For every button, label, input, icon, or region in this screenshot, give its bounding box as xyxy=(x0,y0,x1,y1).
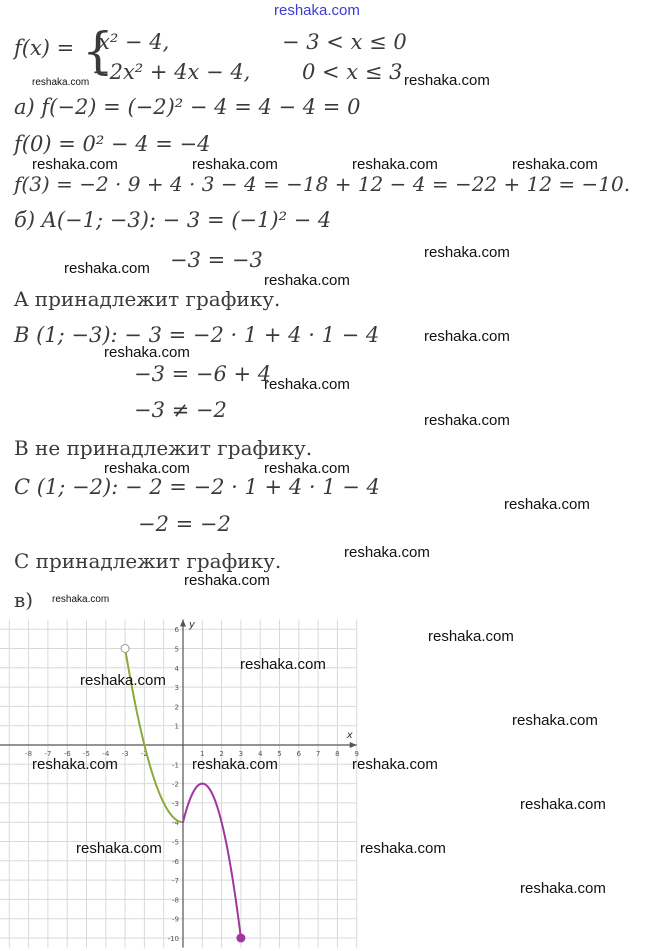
data-point xyxy=(221,821,223,823)
watermark: reshaka.com xyxy=(52,594,110,605)
watermark: reshaka.com xyxy=(264,460,350,477)
part-a-line1: а) f(−2) = (−2)² − 4 = 4 − 4 = 0 xyxy=(14,95,361,119)
watermark: reshaka.com xyxy=(404,72,490,89)
x-tick-label: 8 xyxy=(335,750,340,758)
y-tick-label: -4 xyxy=(172,819,179,828)
part-b-c-line2: −2 = −2 xyxy=(138,512,231,536)
part-b-a-line1: б) A(−1; −3): − 3 = (−1)² − 4 xyxy=(14,208,332,232)
part-b-c-conclusion: C принадлежит графику. xyxy=(14,549,282,573)
x-tick-label: -7 xyxy=(44,750,52,758)
watermark: reshaka.com xyxy=(240,656,326,673)
x-tick-label: 5 xyxy=(277,750,282,758)
part-b-b-line1: B (1; −3): − 3 = −2 · 1 + 4 · 1 − 4 xyxy=(14,323,380,347)
watermark: reshaka.com xyxy=(264,376,350,393)
y-tick-label: -1 xyxy=(172,761,179,770)
data-point xyxy=(201,783,203,785)
y-axis-arrow xyxy=(180,620,186,627)
y-tick-label: -9 xyxy=(172,915,179,924)
data-point xyxy=(134,701,136,703)
y-axis-label: y xyxy=(189,619,195,631)
function-lhs: f(x) = xyxy=(14,36,75,60)
y-tick-label: 1 xyxy=(174,722,179,731)
y-tick-label: -7 xyxy=(172,877,179,886)
x-tick-label: -3 xyxy=(121,750,129,758)
watermark: reshaka.com xyxy=(104,460,190,477)
watermark: reshaka.com xyxy=(76,840,162,857)
x-tick-label: 7 xyxy=(315,750,321,758)
watermark: reshaka.com xyxy=(520,880,606,897)
watermark: reshaka.com xyxy=(32,77,90,88)
y-tick-label: -10 xyxy=(167,935,179,943)
data-point xyxy=(211,792,213,794)
watermark: reshaka.com xyxy=(264,272,350,289)
watermark: reshaka.com xyxy=(424,244,510,261)
watermark: reshaka.com xyxy=(352,156,438,173)
watermark: reshaka.com xyxy=(192,156,278,173)
x-tick-label: 2 xyxy=(219,750,224,758)
watermark: reshaka.com xyxy=(504,496,590,513)
data-point xyxy=(163,802,165,804)
x-tick-label: -6 xyxy=(63,750,71,758)
watermark: reshaka.com xyxy=(32,156,118,173)
part-b-b-conclusion: B не принадлежит графику. xyxy=(14,436,313,460)
data-point xyxy=(153,778,155,780)
brace-symbol: { xyxy=(82,22,114,80)
x-tick-label: -8 xyxy=(25,750,33,758)
y-tick-label: 2 xyxy=(174,703,179,712)
watermark: reshaka.com xyxy=(80,672,166,689)
x-axis-label: x xyxy=(346,730,353,741)
y-tick-label: 4 xyxy=(174,664,179,673)
watermark: reshaka.com xyxy=(104,344,190,361)
data-point xyxy=(230,869,232,871)
data-point xyxy=(143,744,145,746)
watermark: reshaka.com xyxy=(64,260,150,277)
y-tick-label: 3 xyxy=(174,684,179,693)
part-b-a-line2: −3 = −3 xyxy=(170,248,263,272)
x-tick-label: -4 xyxy=(102,750,110,758)
watermark: reshaka.com xyxy=(32,756,118,773)
watermark: reshaka.com xyxy=(520,796,606,813)
x-tick-label: -5 xyxy=(83,750,90,758)
watermark: reshaka.com xyxy=(360,840,446,857)
x-tick-label: 1 xyxy=(200,750,205,758)
part-b-c-line1: C (1; −2): − 2 = −2 · 1 + 4 · 1 − 4 xyxy=(14,475,380,499)
part-a-line2: f(0) = 0² − 4 = −4 xyxy=(14,132,211,156)
open-endpoint xyxy=(121,645,129,653)
x-tick-label: 4 xyxy=(257,750,263,758)
watermark: reshaka.com xyxy=(192,756,278,773)
case1-expression: x² − 4, xyxy=(98,30,170,54)
closed-endpoint xyxy=(236,934,245,943)
watermark: reshaka.com xyxy=(352,756,438,773)
x-tick-label: 9 xyxy=(354,750,359,758)
data-point xyxy=(172,816,174,818)
watermark: reshaka.com xyxy=(512,156,598,173)
x-axis-arrow xyxy=(350,742,357,748)
watermark: reshaka.com xyxy=(424,328,510,345)
part-a-line3: f(3) = −2 · 9 + 4 · 3 − 4 = −18 + 12 − 4 = −22 + 12 = −10. xyxy=(14,172,631,196)
watermark: reshaka.com xyxy=(344,544,430,561)
x-tick-label: -2 xyxy=(140,750,148,758)
data-point xyxy=(192,792,194,794)
part-b-b-line2: −3 = −6 + 4 xyxy=(134,362,272,386)
y-tick-label: -2 xyxy=(172,780,179,789)
watermark: reshaka.com xyxy=(512,712,598,729)
data-point xyxy=(182,821,184,823)
watermark: reshaka.com xyxy=(428,628,514,645)
case2-expression: −2x² + 4x − 4, xyxy=(92,60,251,84)
y-tick-label: -6 xyxy=(172,857,179,866)
part-c-label: в) xyxy=(14,588,34,612)
x-tick-label: 3 xyxy=(238,750,244,758)
part-b-a-conclusion: A принадлежит графику. xyxy=(14,287,281,311)
watermark: reshaka.com xyxy=(184,572,270,589)
y-tick-label: -3 xyxy=(172,799,179,808)
case1-condition: − 3 < x ≤ 0 xyxy=(282,30,407,54)
watermark: reshaka.com xyxy=(424,412,510,429)
y-tick-label: 6 xyxy=(174,626,179,635)
part-b-b-line3: −3 ≠ −2 xyxy=(134,398,227,422)
case2-condition: 0 < x ≤ 3 xyxy=(302,60,403,84)
y-tick-label: -8 xyxy=(172,896,179,905)
site-link[interactable]: reshaka.com xyxy=(274,2,360,19)
y-tick-label: -5 xyxy=(172,838,179,847)
y-tick-label: 5 xyxy=(174,645,179,654)
x-tick-label: 6 xyxy=(296,750,302,758)
